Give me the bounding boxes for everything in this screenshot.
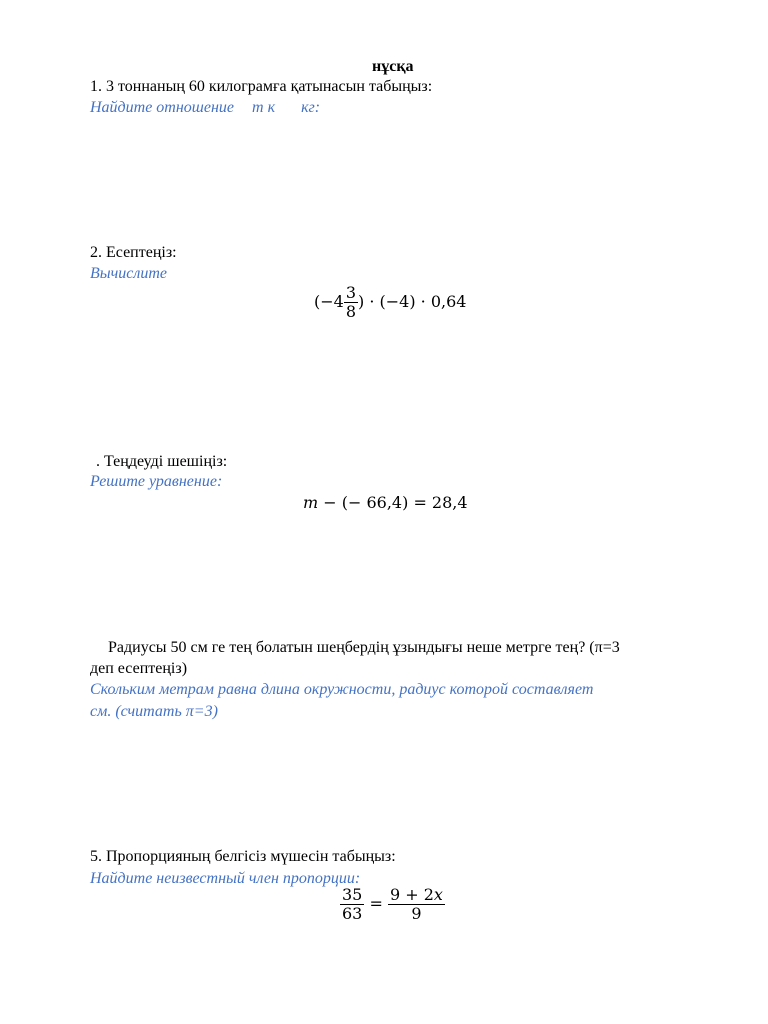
task-2-ru: Вычислите (90, 265, 167, 282)
task-5-ru: Найдите неизвестный член пропорции: (90, 870, 361, 887)
task-4-kz-line-2: деп есептеңіз) (90, 660, 188, 677)
task-4-kz-line-1: Радиусы 50 см ге тең болатын шеңбердің ұзындығы неше метрге тең? (π=3 (108, 639, 620, 656)
task-1-ru-part-2: т к (252, 99, 276, 116)
task-2-mixed-fraction (344, 284, 358, 321)
task-5-right-fraction (388, 886, 445, 923)
task-3-equation-rest: − (− 66,4) = 28,4 (318, 493, 468, 512)
task-2-expression (314, 284, 466, 321)
task-2-fraction-numerator: 3 (345, 283, 357, 302)
task-5-left-denominator: 63 (342, 904, 363, 923)
task-1-ru-part-1: Найдите отношение (90, 99, 235, 116)
task-1-kz: 1. 3 тоннаның 60 килограмға қатынасын табыңыз: (90, 78, 433, 95)
task-5-kz: 5. Пропорцияның белгісіз мүшесін табыңыз: (90, 848, 396, 865)
task-2-kz: 2. Есептеңіз: (90, 244, 177, 261)
task-2-expr-open: (−4 (314, 292, 344, 311)
task-5-left-numerator: 35 (342, 885, 363, 904)
task-1-ru-part-3: кг: (301, 99, 321, 116)
variant-heading: нұсқа (372, 58, 414, 75)
task-2-fraction-denominator: 8 (345, 302, 357, 321)
task-3-equation (303, 492, 468, 514)
task-4-ru-line-2: см. (считать π=3) (90, 703, 218, 720)
task-1-ru (90, 98, 320, 118)
task-4-ru-line-1: Скольким метрам равна длина окружности, радиус которой составляет (90, 681, 594, 698)
task-5-variable: x (433, 885, 443, 904)
task-3-variable: m (303, 493, 319, 512)
task-5-right-numerator-const: 9 + 2 (389, 885, 434, 904)
task-5-right-numerator (388, 886, 445, 905)
task-5-left-fraction (340, 886, 364, 923)
task-2-expr-rest: ) · (−4) · 0,64 (358, 292, 467, 311)
task-3-kz: . Теңдеуді шешіңіз: (96, 453, 228, 470)
task-5-proportion (340, 886, 445, 923)
task-5-right-denominator: 9 (411, 904, 422, 923)
task-3-ru: Решите уравнение: (90, 473, 223, 490)
task-5-equals-sign: = (369, 894, 383, 913)
